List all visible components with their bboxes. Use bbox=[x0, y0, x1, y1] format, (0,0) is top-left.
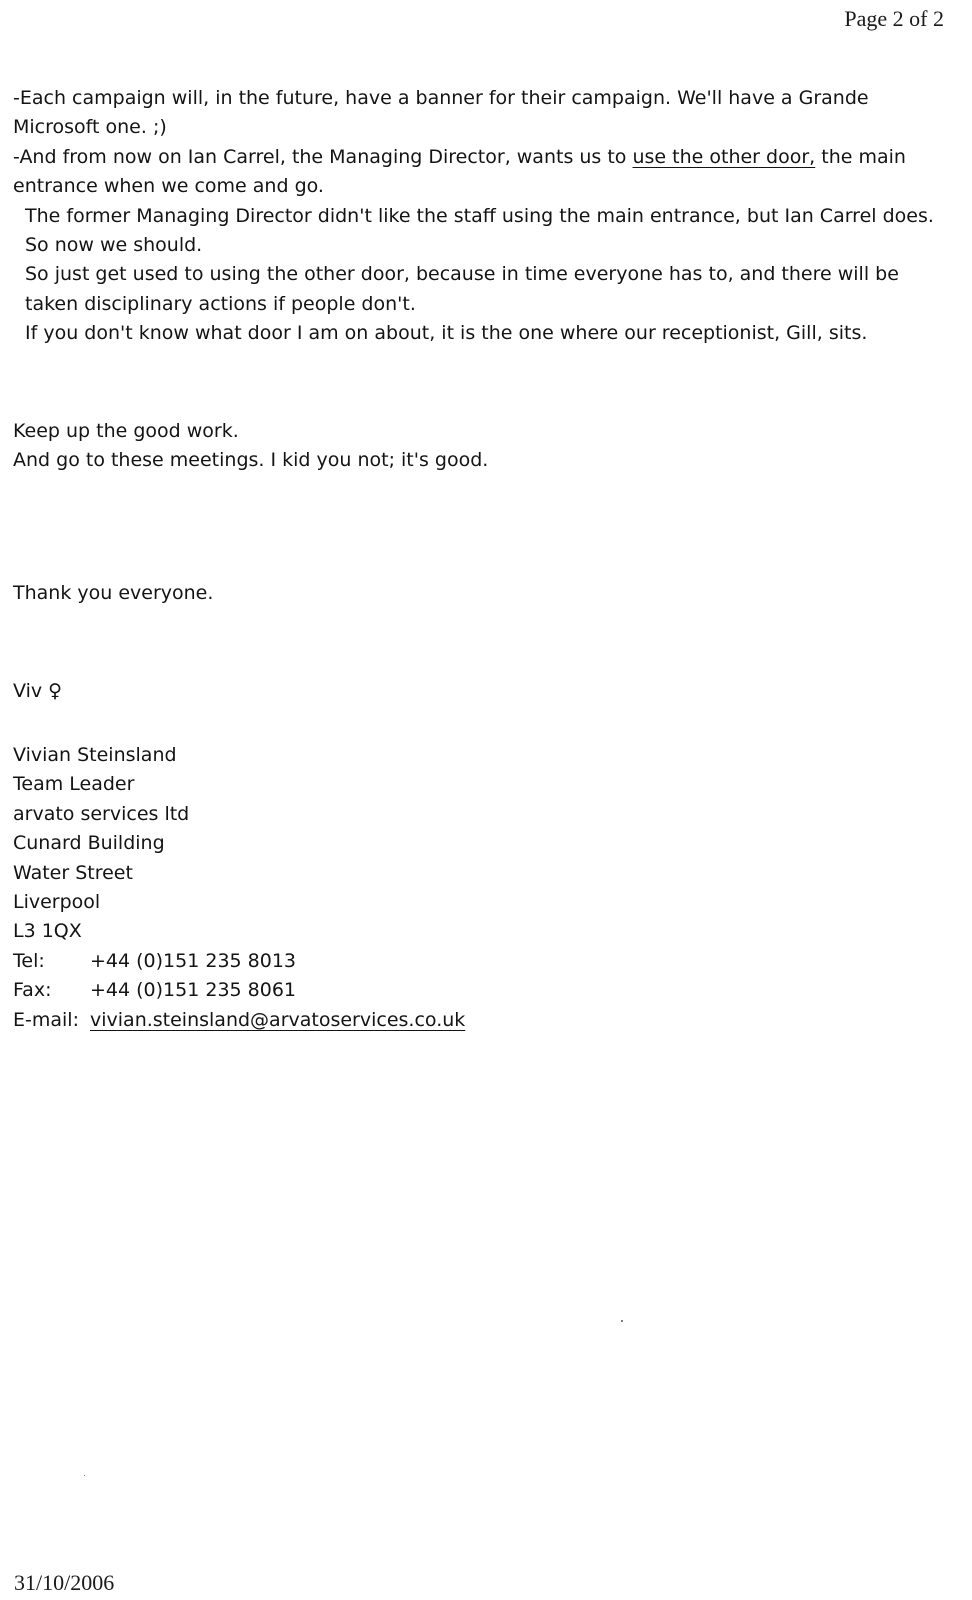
closing-remarks bbox=[13, 417, 948, 476]
signature-name: Vivian Steinsland bbox=[13, 744, 177, 766]
signature-fax bbox=[13, 976, 948, 1005]
body-line-door-suffix: the main entrance when we come and go. bbox=[13, 145, 906, 198]
body-line-door-instruction bbox=[13, 143, 948, 202]
body-line-receptionist: If you don't know what door I am on about, it is the one where our receptionist, Gill, sits. bbox=[25, 322, 868, 345]
email-label: E-mail: bbox=[13, 1008, 79, 1031]
page-number: Page 2 of 2 bbox=[844, 6, 944, 31]
signature-city: Liverpool bbox=[13, 891, 101, 914]
tel-label: Tel: bbox=[13, 949, 45, 972]
body-line-disciplinary: So just get used to using the other door, because in time everyone has to, and there will be taken disciplinary actions if people don't. bbox=[25, 263, 899, 315]
signature-postcode: L3 1QX bbox=[13, 920, 82, 943]
fax-value: +44 (0)151 235 8061 bbox=[90, 979, 297, 1002]
scan-speck bbox=[84, 1475, 85, 1476]
body-line-former-director: The former Managing Director didn't like the staff using the main entrance, but Ian Carrel does. So now we should. bbox=[25, 204, 934, 257]
signature-email bbox=[13, 1006, 948, 1035]
signature-block bbox=[13, 741, 948, 1035]
fax-label: Fax: bbox=[13, 979, 52, 1002]
signature-street: Water Street bbox=[13, 861, 133, 884]
signoff-text: Viv ♀ bbox=[13, 680, 63, 702]
email-body bbox=[13, 84, 948, 349]
body-line-door-prefix: -And from now on Ian Carrel, the Managing Director, wants us to bbox=[13, 145, 633, 168]
closing-line-meetings: And go to these meetings. I kid you not; it's good. bbox=[13, 449, 489, 472]
body-line-banner: -Each campaign will, in the future, have a banner for their campaign. We'll have a Grande Microsoft one. ;) bbox=[13, 87, 869, 139]
thanks-text: Thank you everyone. bbox=[13, 582, 214, 604]
signature-title: Team Leader bbox=[13, 773, 135, 796]
signature-company: arvato services ltd bbox=[13, 802, 190, 825]
tel-value: +44 (0)151 235 8013 bbox=[90, 949, 297, 972]
signoff bbox=[13, 677, 948, 706]
signature-tel bbox=[13, 947, 948, 976]
thanks-line bbox=[13, 579, 948, 608]
underlined-phrase: use the other door, bbox=[632, 145, 816, 168]
signature-building: Cunard Building bbox=[13, 832, 165, 855]
closing-line-good-work: Keep up the good work. bbox=[13, 420, 239, 442]
email-link[interactable]: vivian.steinsland@arvatoservices.co.uk bbox=[90, 1008, 466, 1031]
scan-speck bbox=[621, 1320, 623, 1322]
print-date: 31/10/2006 bbox=[14, 1570, 115, 1595]
